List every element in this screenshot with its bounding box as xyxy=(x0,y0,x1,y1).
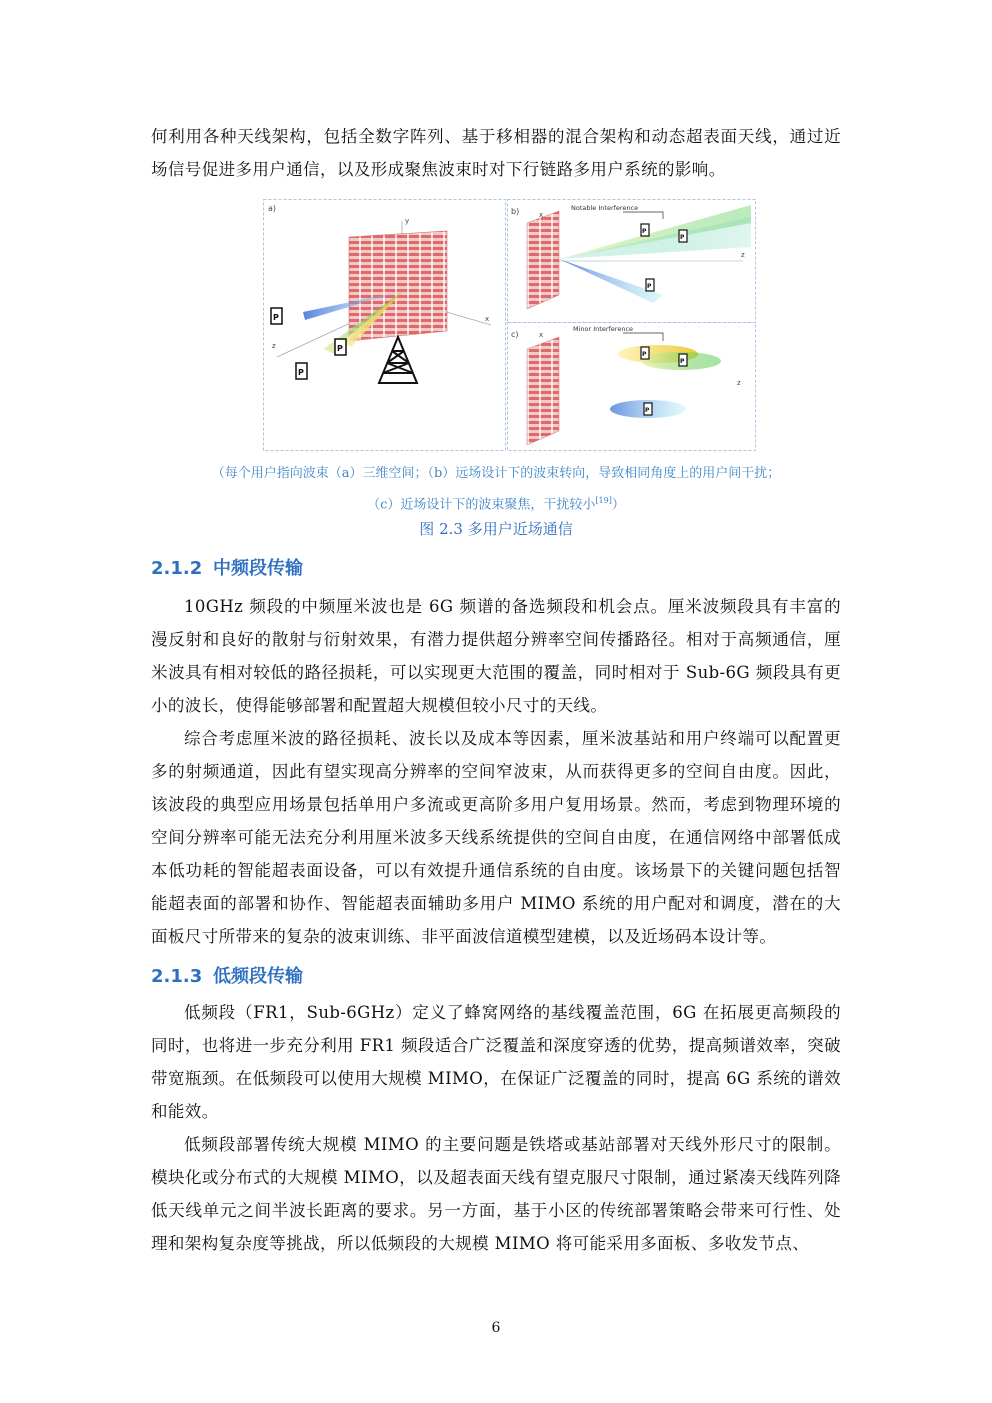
axis-z-label-c: z xyxy=(737,379,741,387)
minor-interference-label: Minor Interference xyxy=(573,325,634,333)
axis-y-label: y xyxy=(405,217,410,225)
antenna-array-b xyxy=(527,211,559,309)
section-heading-2-1-3 xyxy=(151,962,303,988)
cell-tower-icon xyxy=(379,337,417,383)
svg-text:P: P xyxy=(680,358,685,365)
caption-line2-text: （c）近场设计下的波束聚焦，干扰较小 xyxy=(367,497,596,513)
svg-text:P: P xyxy=(642,228,647,235)
notable-interference-label: Notable Interference xyxy=(571,204,639,212)
section-heading-2-1-2 xyxy=(151,554,303,580)
figure-caption-note-line2 xyxy=(151,487,841,518)
panel-a-label: a) xyxy=(268,204,277,213)
axis-x-label-b: x xyxy=(539,211,544,219)
svg-text:P: P xyxy=(273,313,279,322)
section-title: 中频段传输 xyxy=(213,558,303,579)
axis-x-label: x xyxy=(485,315,490,323)
figure-title: 图 2.3 多用户近场通信 xyxy=(419,520,573,538)
svg-text:P: P xyxy=(642,351,647,358)
user-device-icon xyxy=(679,230,687,242)
svg-text:P: P xyxy=(298,368,304,377)
section-number: 2.1.2 xyxy=(151,558,203,579)
user-device-icon xyxy=(644,403,652,415)
interference-arrow xyxy=(623,212,663,219)
paragraph-low-band-1: 低频段（FR1，Sub-6GHz）定义了蜂窝网络的基线覆盖范围，6G 在拓展更高频段的同时，也将进一步充分利用 FR1 频段适合广泛覆盖和深度穿透的优势，提高频谱效率，突破带宽瓶颈。在低频段可以使用大规模 MIMO，在保证广泛覆盖的同时，提高 6G 系统的谱效和能效。 xyxy=(151,1003,841,1121)
user-device-icon xyxy=(335,339,346,355)
svg-text:P: P xyxy=(645,407,650,414)
page-number: 6 xyxy=(491,1320,501,1336)
antenna-array-c xyxy=(527,337,559,445)
user-device-icon xyxy=(271,308,282,324)
user-device-icon xyxy=(641,224,649,236)
paragraph-mid-band-2: 综合考虑厘米波的路径损耗、波长以及成本等因素，厘米波基站和用户终端可以配置更多的射频通道，因此有望实现高分辨率的空间窄波束，从而获得更多的空间自由度。因此，该波段的典型应用场景包括单用户多流或更高阶多用户复用场景。然而，考虑到物理环境的空间分辨率可能无法充分利用厘米波多天线系统提供的空间自由度，在通信网络中部署低成本低功耗的智能超表面设备，可以有效提升通信系统的自由度。该场景下的关键问题包括智能超表面的部署和协作、智能超表面辅助多用户 MIMO 系统的用户配对和调度，潜在的大面板尺寸所带来的复杂的波束训练、非平面波信道模型建模，以及近场码本设计等。 xyxy=(151,729,841,946)
svg-text:P: P xyxy=(647,283,652,290)
intro-paragraph: 何利用各种天线架构，包括全数字阵列、基于移相器的混合架构和动态超表面天线，通过近场信号促进多用户通信，以及形成聚焦波束时对下行链路多用户系统的影响。 xyxy=(151,127,841,179)
caption-line2-end: ） xyxy=(611,497,625,513)
user-device-icon xyxy=(296,363,307,379)
panel-b-label: b) xyxy=(511,207,520,216)
section-number: 2.1.3 xyxy=(151,966,203,987)
axis-x-label-c: x xyxy=(539,331,544,339)
svg-text:P: P xyxy=(337,344,343,353)
figure-caption-note-line1: （每个用户指向波束（a）三维空间；（b）远场设计下的波束转向，导致相同角度上的用户间干扰； xyxy=(211,466,781,481)
caption-reference: [19] xyxy=(595,496,612,505)
panel-c-label: c) xyxy=(511,330,519,339)
axis-z-label-a: z xyxy=(272,342,276,350)
svg-text:P: P xyxy=(680,234,685,241)
section-title: 低频段传输 xyxy=(213,966,303,987)
paragraph-mid-band-1: 10GHz 频段的中频厘米波也是 6G 频谱的备选频段和机会点。厘米波频段具有丰富的漫反射和良好的散射与衍射效果，有潜力提供超分辨率空间传播路径。相对于高频通信，厘米波具有相对较低的路径损耗，可以实现更大范围的覆盖，同时相对于 Sub-6G 频段具有更小的波长，使得能够部署和配置超大规模但较小尺寸的天线。 xyxy=(151,597,841,715)
multi-user-near-field-figure xyxy=(263,199,756,451)
paragraph-low-band-2: 低频段部署传统大规模 MIMO 的主要问题是铁塔或基站部署对天线外形尺寸的限制。模块化或分布式的大规模 MIMO，以及超表面天线有望克服尺寸限制，通过紧凑天线阵列降低天线单元之间半波长距离的要求。另一方面，基于小区的传统部署策略会带来可行性、处理和架构复杂度等挑战，所以低频段的大规模 MIMO 将可能采用多面板、多收发节点、 xyxy=(151,1135,841,1253)
user-device-icon xyxy=(679,354,687,366)
user-device-icon xyxy=(641,347,649,359)
axis-z-label-b: z xyxy=(741,251,745,259)
user-device-icon xyxy=(646,279,654,291)
interference-arrow xyxy=(623,333,663,341)
